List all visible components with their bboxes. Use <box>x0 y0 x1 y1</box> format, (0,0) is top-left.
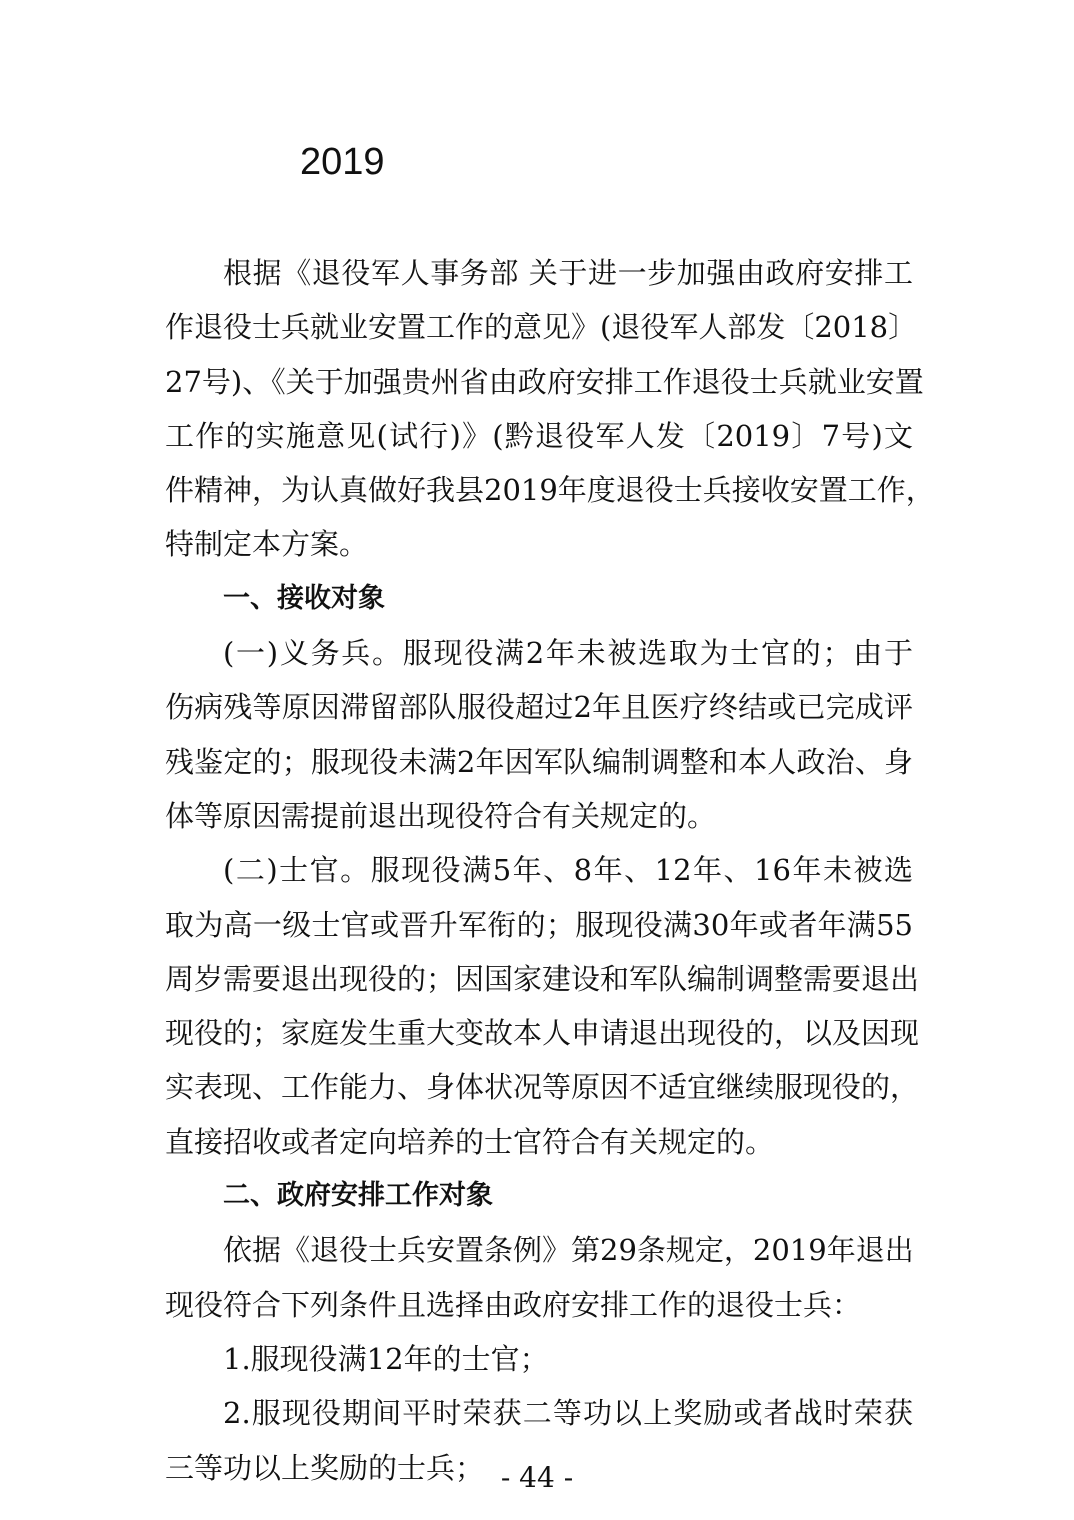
year-heading: 2019 <box>300 141 385 183</box>
text-line: (二)士官。服现役满5年、8年、12年、16年未被选 <box>223 853 913 888</box>
text-line: 残鉴定的；服现役未满2年因军队编制调整和本人政治、身 <box>165 744 913 779</box>
text-line: 2.服现役期间平时荣获二等功以上奖励或者战时荣获 <box>223 1396 913 1431</box>
text-line: 现役的；家庭发生重大变故本人申请退出现役的，以及因现 <box>165 1016 920 1051</box>
document-body <box>165 246 935 1495</box>
text-line: 取为高一级士官或晋升军衔的；服现役满30年或者年满55 <box>165 907 913 942</box>
section-heading: 二、政府安排工作对象 <box>223 1180 493 1212</box>
text-line: 周岁需要退出现役的；因国家建设和军队编制调整需要退出 <box>165 961 920 996</box>
text-line: 实表现、工作能力、身体状况等原因不适宜继续服现役的， <box>165 1070 920 1105</box>
text-line: 特制定本方案。 <box>165 527 369 562</box>
text-line: 依据《退役士兵安置条例》第29条规定，2019年退出 <box>223 1233 914 1268</box>
text-line: (一)义务兵。服现役满2年未被选取为士官的；由于 <box>223 636 913 671</box>
text-line: 伤病残等原因滞留部队服役超过2年且医疗终结或已完成评 <box>165 690 913 725</box>
text-line: 直接招收或者定向培养的士官符合有关规定的。 <box>165 1124 775 1159</box>
text-line: 体等原因需提前退出现役符合有关规定的。 <box>165 798 717 833</box>
text-line: 1.服现役满12年的士官； <box>223 1341 549 1376</box>
text-line: 根据《退役军人事务部 关于进一步加强由政府安排工 <box>223 256 913 290</box>
section-heading: 一、接收对象 <box>223 582 385 614</box>
text-line: 工作的实施意见(试行)》(黔退役军人发〔2019〕7号)文 <box>165 418 913 453</box>
text-line: 作退役士兵就业安置工作的意见》(退役军人部发〔2018〕 <box>165 310 918 345</box>
text-line: 件精神，为认真做好我县2019年度退役士兵接收安置工作， <box>165 473 935 508</box>
text-line: 现役符合下列条件且选择由政府安排工作的退役士兵： <box>165 1287 862 1322</box>
page-number: - 44 - <box>500 1461 574 1494</box>
text-line: 三等功以上奖励的士兵； <box>165 1450 485 1485</box>
text-line: 27号)、《关于加强贵州省由政府安排工作退役士兵就业安置 <box>165 364 924 399</box>
